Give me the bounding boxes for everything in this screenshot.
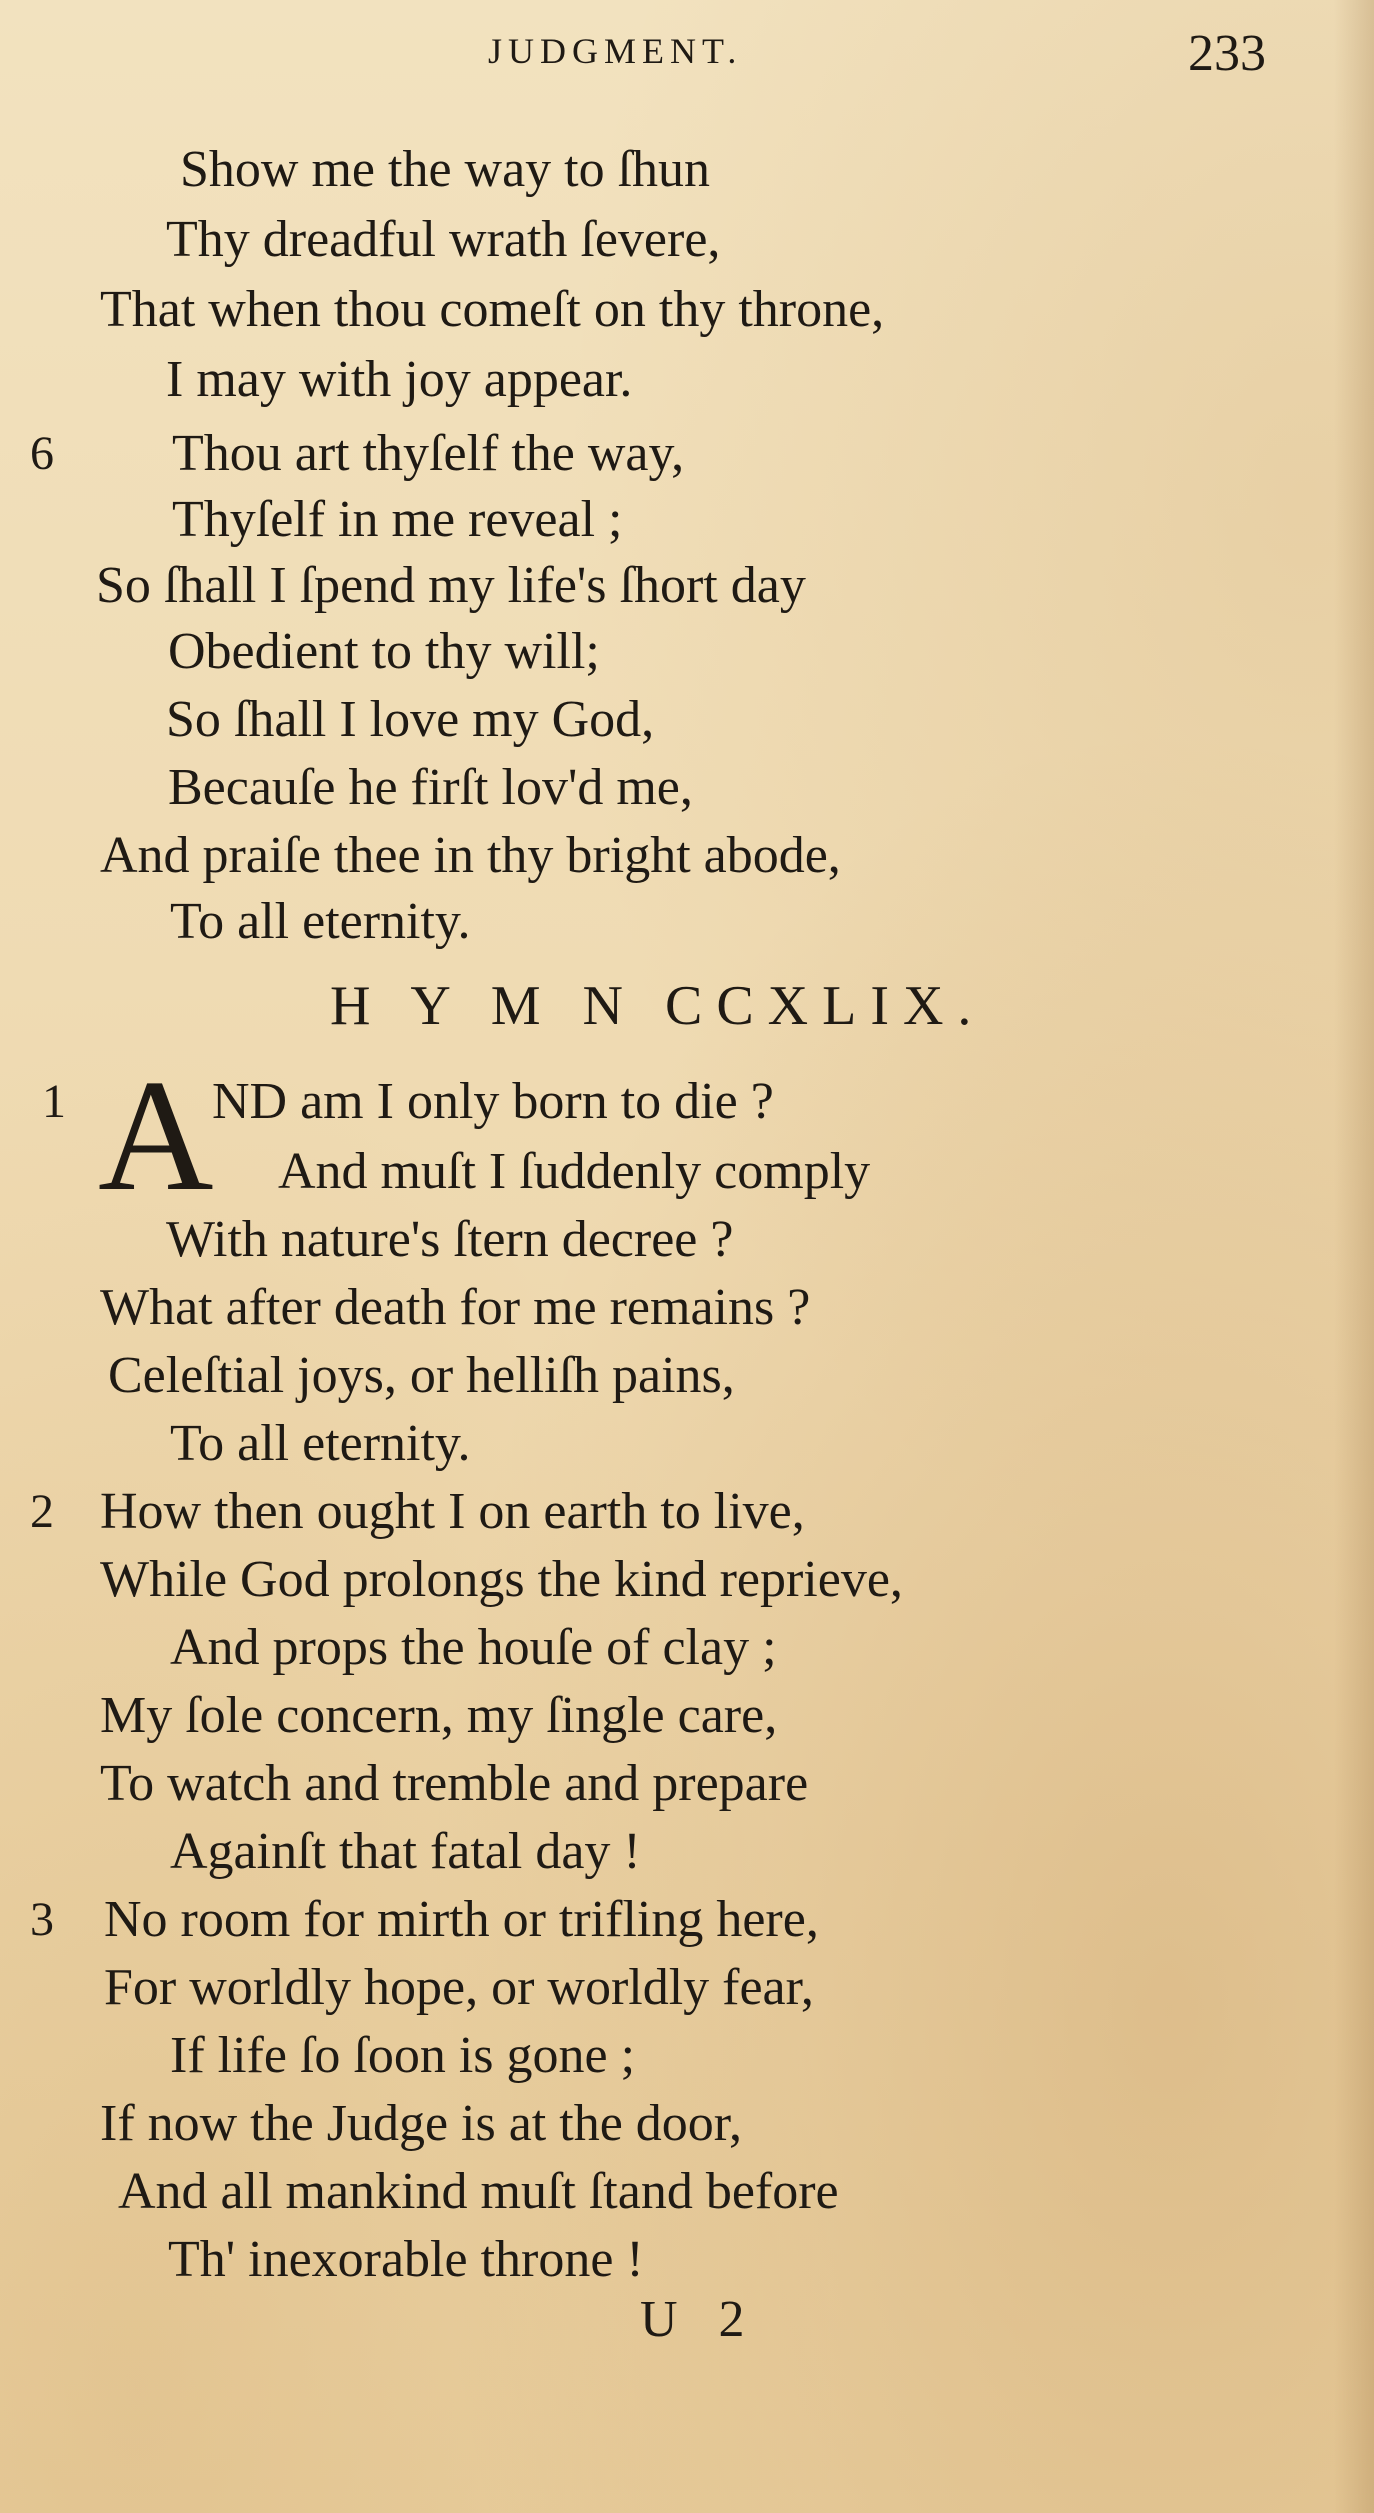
page-edge-shadow <box>1334 0 1374 2513</box>
verse-line: To watch and tremble and prepare <box>100 1755 809 1812</box>
drop-cap: A <box>98 1046 214 1224</box>
page-number: 233 <box>1188 25 1266 82</box>
verse-line: No room for mirth or trifling here, <box>104 1891 819 1948</box>
stanza-number: 2 <box>30 1485 54 1538</box>
verse-line: For worldly hope, or worldly fear, <box>104 1959 814 2016</box>
verse-line: My ſole concern, my ſingle care, <box>100 1687 778 1744</box>
signature-mark: U 2 <box>640 2291 759 2348</box>
verse-line: While God prolongs the kind reprieve, <box>100 1551 903 1608</box>
running-head-title: JUDGMENT. <box>488 31 743 71</box>
verse-line: Thyſelf in me reveal ; <box>172 491 623 548</box>
verse-line: How then ought I on earth to live, <box>100 1483 805 1540</box>
verse-line: And muſt I ſuddenly comply <box>278 1143 871 1200</box>
stanza-number: 1 <box>42 1075 66 1128</box>
verse-line: To all eternity. <box>170 893 471 950</box>
verse-line: And praiſe thee in thy bright abode, <box>100 827 841 884</box>
verse-line: Obedient to thy will; <box>168 623 600 680</box>
verse-line: Againſt that fatal day ! <box>170 1823 641 1880</box>
verse-line: So ſhall I love my God, <box>166 691 655 748</box>
stanza-number: 3 <box>30 1893 54 1946</box>
verse-line: Thy dreadful wrath ſevere, <box>166 211 721 268</box>
verse-line: Th' inexorable throne ! <box>168 2231 644 2288</box>
verse-line: Celeſtial joys, or helliſh pains, <box>108 1347 735 1404</box>
verse-line: And props the houſe of clay ; <box>170 1619 777 1676</box>
verse-line: What after death for me remains ? <box>100 1279 811 1336</box>
running-head <box>0 24 1374 84</box>
verse-line: Show me the way to ſhun <box>180 141 711 198</box>
verse-line: With nature's ſtern decree ? <box>166 1211 734 1268</box>
verse-line: I may with joy appear. <box>166 351 633 408</box>
verse-line: If now the Judge is at the door, <box>100 2095 743 2152</box>
verse-line: So ſhall I ſpend my life's ſhort day <box>96 557 806 614</box>
verse-line: Becauſe he firſt lov'd me, <box>168 759 693 816</box>
verse-line: ND am I only born to die ? <box>212 1073 774 1130</box>
verse-line: If life ſo ſoon is gone ; <box>170 2027 636 2084</box>
stanza-number: 6 <box>30 427 54 480</box>
hymn-heading: H Y M N CCXLIX. <box>330 975 986 1037</box>
verse-line: To all eternity. <box>170 1415 471 1472</box>
verse-line: Thou art thyſelf the way, <box>172 425 685 482</box>
verse-line: And all mankind muſt ſtand before <box>118 2163 839 2220</box>
verse-line: That when thou comeſt on thy throne, <box>100 281 885 338</box>
